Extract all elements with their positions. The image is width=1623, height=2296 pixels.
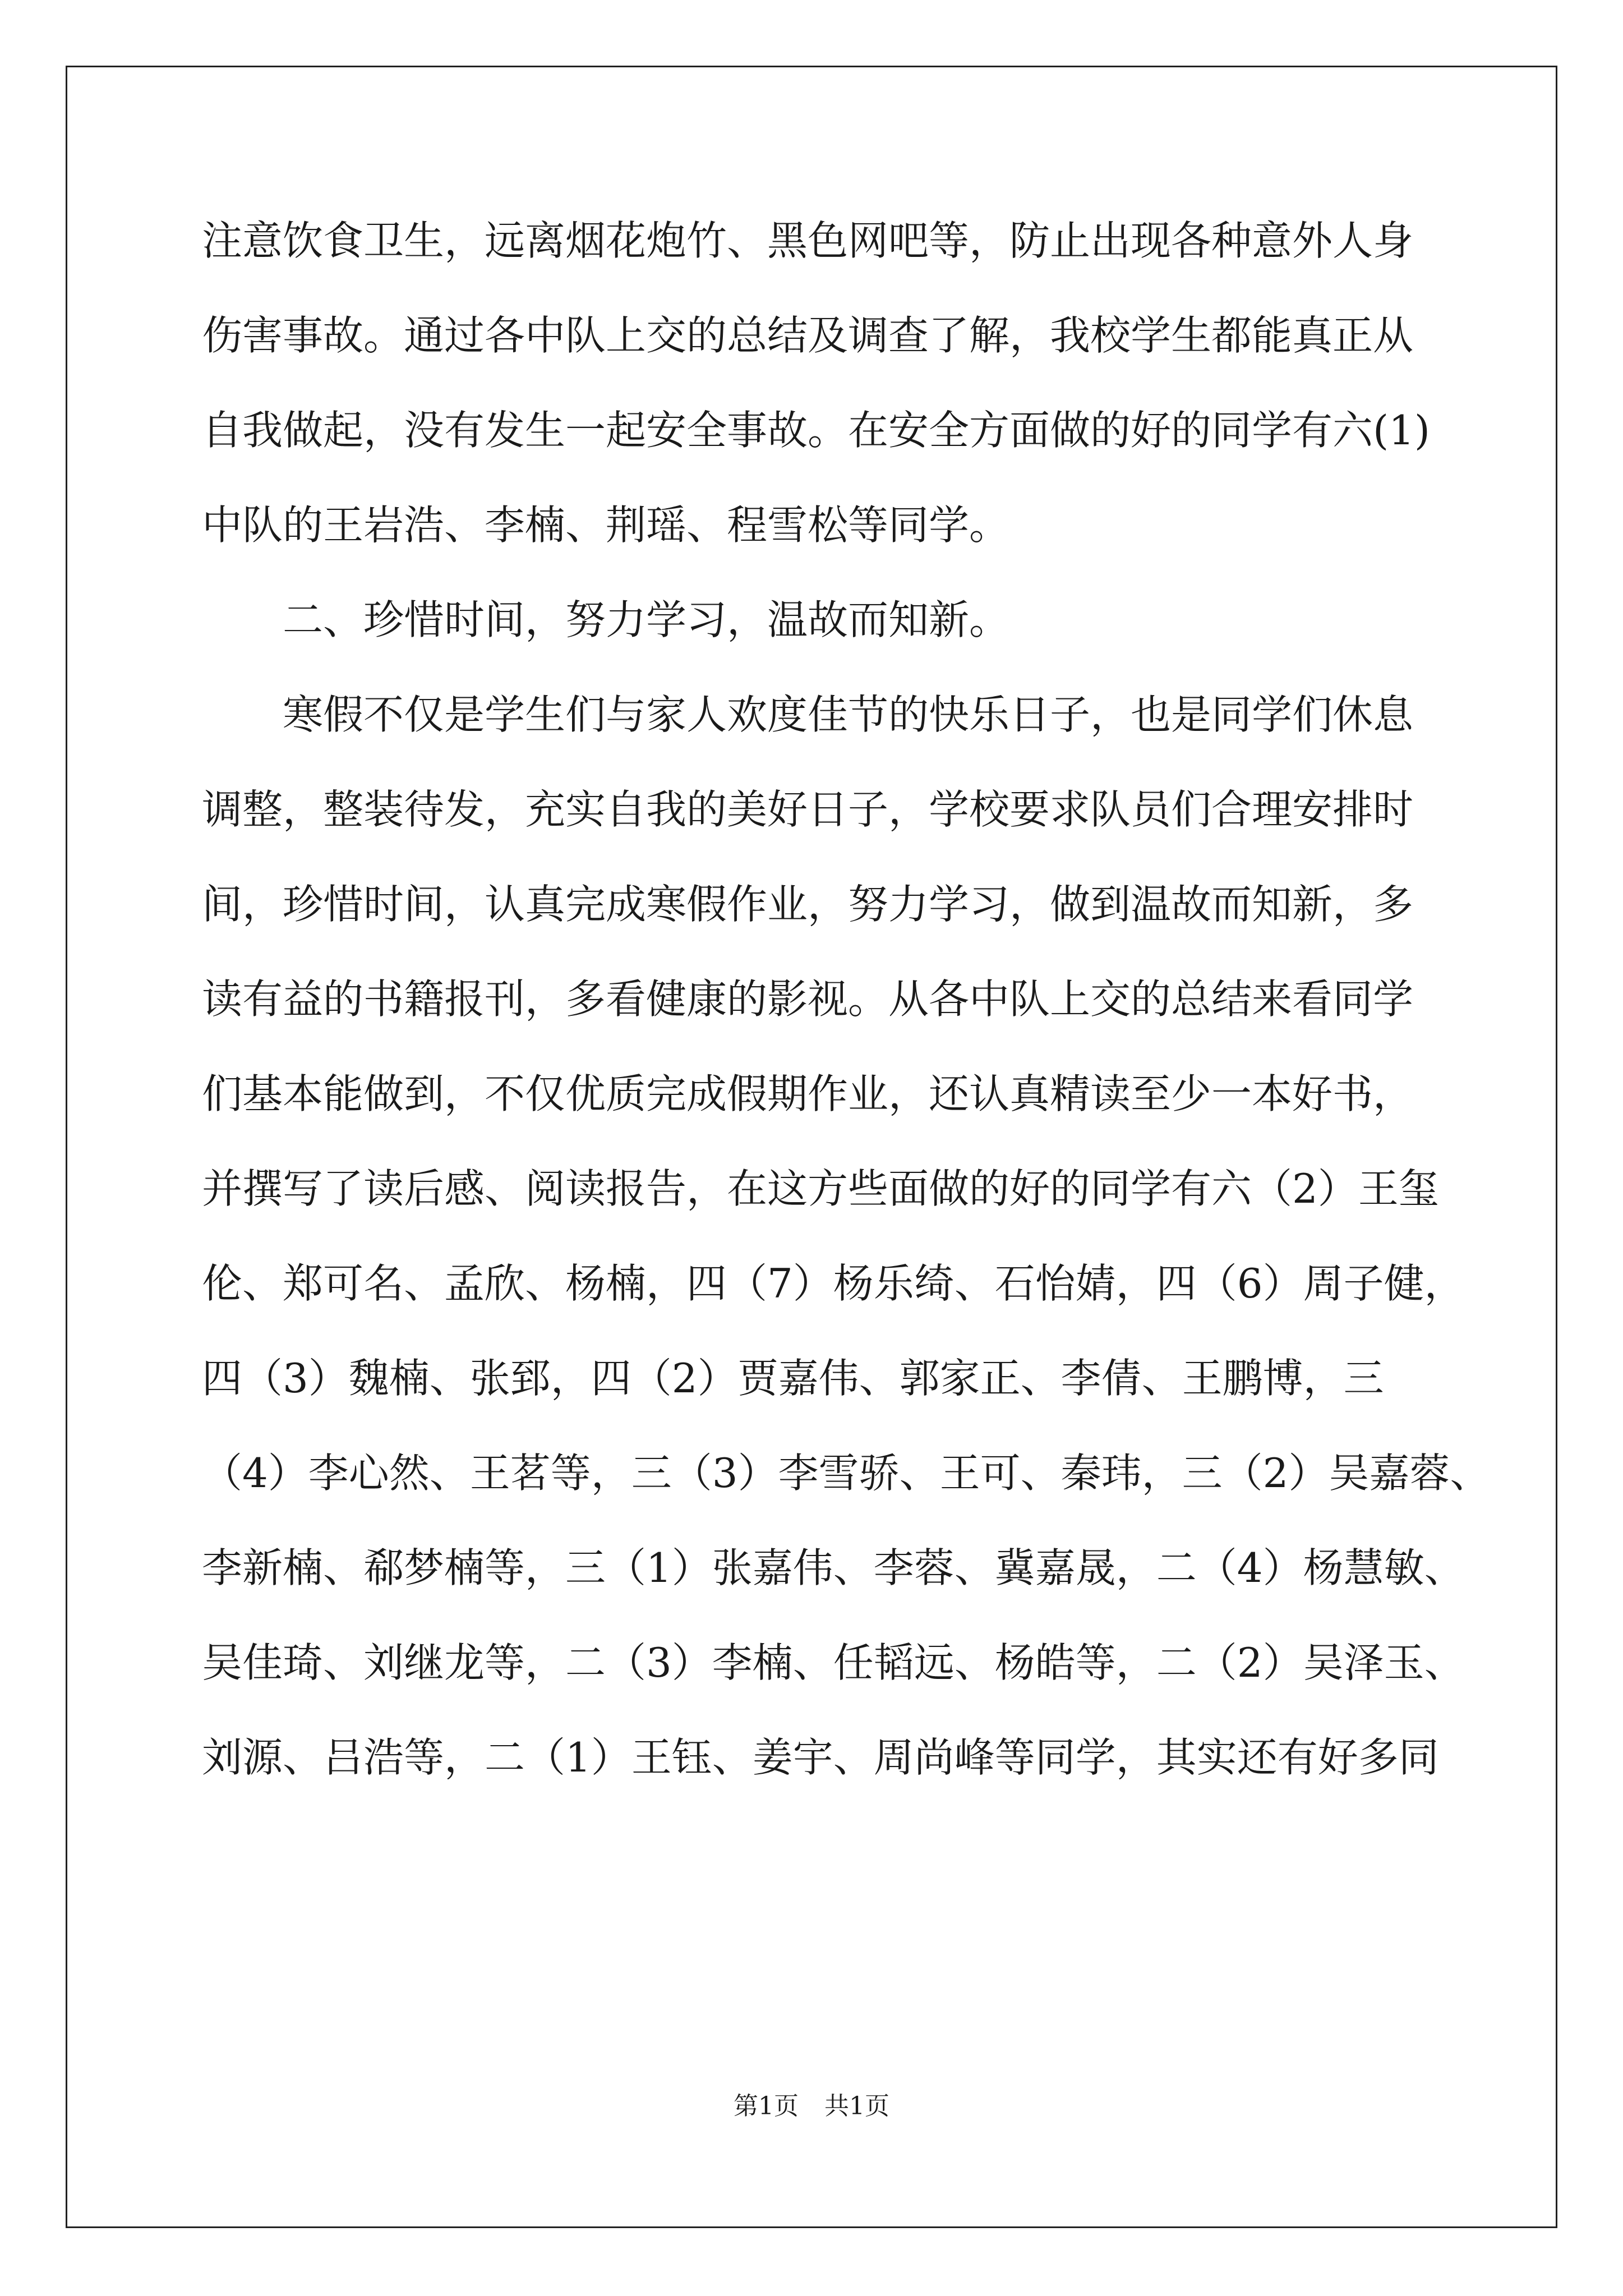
text-line-17: 刘源、吕浩等，二（1）王钰、姜宇、周尚峰等同学，其实还有好多同: [202, 1734, 1439, 1781]
text-line-10: 们基本能做到，不仅优质完成假期作业，还认真精读至少一本好书，: [202, 1070, 1414, 1117]
page-number-total: 共1页: [824, 2092, 889, 2120]
text-line-15: 李新楠、郗梦楠等，三（1）张嘉伟、李蓉、冀嘉晟，二（4）杨慧敏、: [202, 1544, 1465, 1591]
text-line-6: 寒假不仅是学生们与家人欢度佳节的快乐日子，也是同学们休息: [283, 691, 1414, 738]
section-heading: 二、珍惜时间，努力学习，温故而知新。: [283, 596, 1010, 643]
text-line-16: 吴佳琦、刘继龙等，二（3）李楠、任韬远、杨皓等，二（2）吴泽玉、: [202, 1639, 1465, 1686]
text-line-9: 读有益的书籍报刊，多看健康的影视。从各中队上交的总结来看同学: [202, 976, 1414, 1023]
document-body: [202, 214, 1491, 1826]
text-line-1: 注意饮食卫生，远离烟花炮竹、黑色网吧等，防止出现各种意外人身: [202, 217, 1414, 264]
text-line-3: 自我做起，没有发生一起安全事故。在安全方面做的好的同学有六(1): [202, 407, 1430, 454]
text-line-2: 伤害事故。通过各中队上交的总结及调查了解，我校学生都能真正从: [202, 312, 1414, 359]
text-line-14: （4）李心然、王茗等，三（3）李雪骄、王可、秦玮，三（2）吴嘉蓉、: [202, 1450, 1491, 1497]
text-line-13: 四（3）魏楠、张郅，四（2）贾嘉伟、郭家正、李倩、王鹏博，三: [202, 1355, 1384, 1402]
page-number-current: 第1页: [734, 2092, 799, 2120]
page-footer: [0, 2091, 1623, 2122]
text-line-7: 调整，整装待发，充实自我的美好日子，学校要求队员们合理安排时: [202, 786, 1414, 833]
text-line-4: 中队的王岩浩、李楠、荆瑶、程雪松等同学。: [202, 501, 1010, 549]
text-line-8: 间，珍惜时间，认真完成寒假作业，努力学习，做到温故而知新，多: [202, 881, 1414, 928]
text-line-12: 伦、郑可名、孟欣、杨楠，四（7）杨乐绮、石怡婧，四（6）周子健，: [202, 1260, 1465, 1307]
text-line-11: 并撰写了读后感、阅读报告，在这方些面做的好的同学有六（2）王玺: [202, 1165, 1439, 1212]
